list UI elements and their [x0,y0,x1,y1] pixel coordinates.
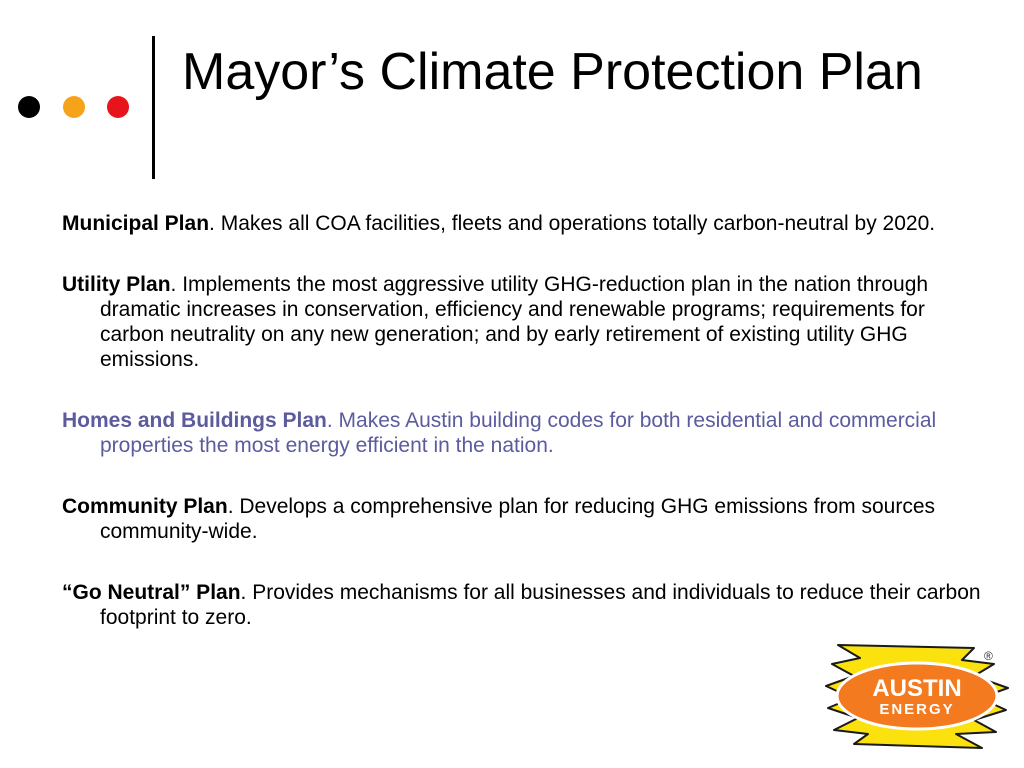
plan-heading: Homes and Buildings Plan [62,409,327,432]
registered-mark: ® [984,649,993,663]
black-dot-icon [18,96,40,118]
decorative-dots [18,96,130,118]
plan-item-homes-buildings [62,408,982,458]
austin-energy-logo [824,640,1010,750]
logo-word-austin: AUSTIN [872,675,962,702]
plan-description: . Makes Austin building codes for both residential and commercial properties the most energy efficient in the nation. [100,409,937,457]
plan-description: . Provides mechanisms for all businesses and individuals to reduce their carbon footprint to zero. [100,581,981,629]
red-dot-icon [107,96,129,118]
plan-heading: Community Plan [62,495,228,518]
orange-dot-icon [63,96,85,118]
plan-item-community [62,494,982,544]
plan-description: . Makes all COA facilities, fleets and operations totally carbon-neutral by 2020. [209,212,936,235]
plan-heading: Utility Plan [62,273,171,296]
plan-description: . Develops a comprehensive plan for reducing GHG emissions from sources community-wide. [100,495,935,543]
plan-item-go-neutral [62,580,982,630]
logo-word-energy: ENERGY [879,701,955,718]
plan-heading: “Go Neutral” Plan [62,581,241,604]
plan-item-municipal [62,211,982,236]
slide-title: Mayor’s Climate Protection Plan [182,43,923,101]
plan-list [62,211,982,666]
plan-description: . Implements the most aggressive utility GHG-reduction plan in the nation through dramatic increases in conservation, efficiency and renewable programs; requirements for carbon neutrality on any new generation; and by early retirement of existing utility GHG emissions. [100,273,929,371]
plan-item-utility [62,272,982,372]
plan-heading: Municipal Plan [62,212,210,235]
title-divider [152,36,155,179]
